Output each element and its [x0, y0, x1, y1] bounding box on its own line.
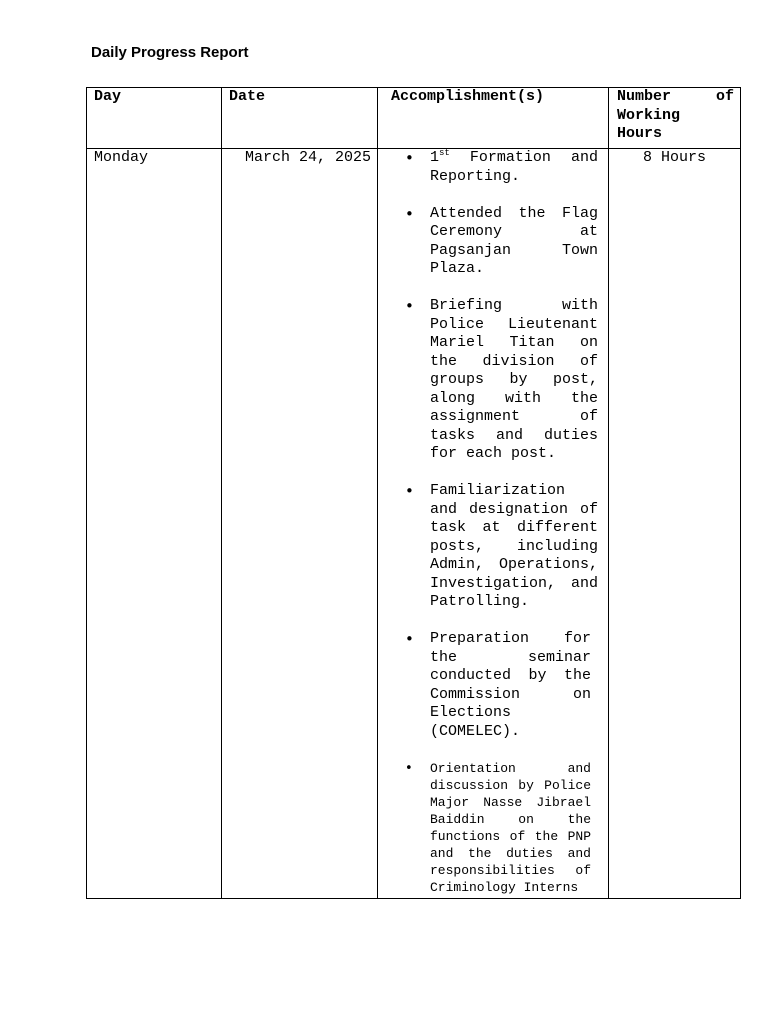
header-accomplishments: Accomplishment(s)	[378, 88, 609, 149]
list-item: • Preparation for the seminar conducted by the Commission on Elections (COMELEC).	[378, 630, 598, 741]
list-item: • Attended the Flag Ceremony at Pagsanjan Town Plaza.	[378, 205, 598, 279]
header-date: Date	[222, 88, 378, 149]
list-item: • Briefing with Police Lieutenant Mariel Titan on the division of groups by post, along with the assignment of tasks and duties for each post.	[378, 297, 598, 464]
list-item	[378, 149, 598, 186]
cell-date: March 24, 2025	[222, 149, 378, 899]
table-header-row	[87, 88, 741, 149]
list-item: • Familiarization and designation of task at different posts, including Admin, Operations, Investigation, and Patrolling.	[378, 482, 598, 612]
cell-day: Monday	[87, 149, 222, 899]
header-hours-line-2: Working	[617, 106, 681, 124]
item-text: Formation and Reporting.	[430, 149, 598, 185]
table-row	[87, 149, 741, 899]
header-working-hours	[609, 88, 741, 149]
cell-hours: 8 Hours	[609, 149, 741, 899]
cell-accomplishments	[378, 149, 609, 899]
item-ordinal-number: 1	[430, 149, 440, 166]
header-day: Day	[87, 88, 222, 149]
list-item: • Orientation and discussion by Police Major Nasse Jibrael Baiddin on the functions of the PNP and the duties and responsibilities of Criminology Interns	[378, 760, 598, 896]
progress-table	[86, 87, 741, 899]
accomplishment-list	[378, 149, 608, 898]
item-ordinal-suffix: st	[439, 148, 450, 158]
page-title: Daily Progress Report	[91, 44, 249, 61]
header-hours-line-3: Hours	[617, 125, 663, 142]
header-hours-line-1: Number of	[617, 88, 734, 105]
